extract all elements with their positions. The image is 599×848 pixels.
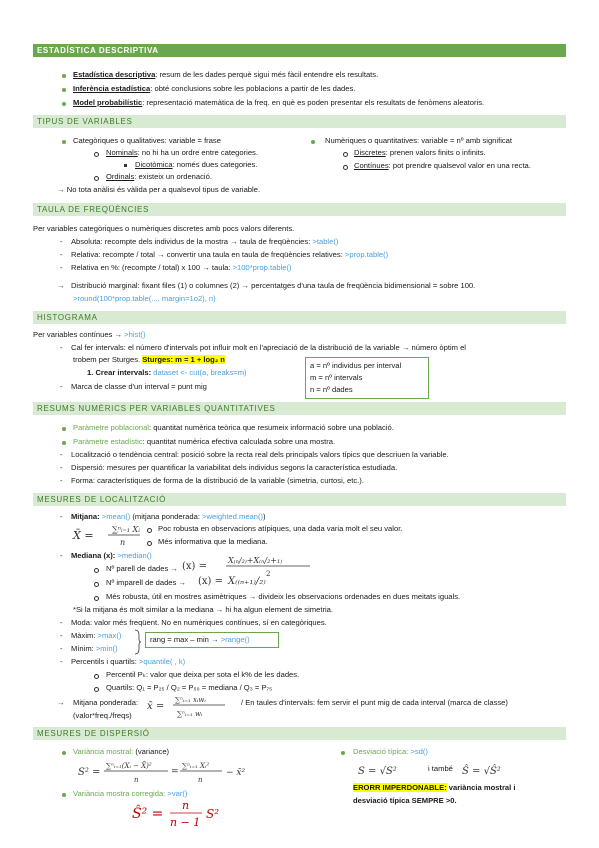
loc-ponderada-note: / En taules d'intervals: fem servir el punt mig de cada interval (marca de classe) — [241, 698, 508, 707]
loc-moda: - Moda: valor més freqüent. No en numèriques contínues, sí en categòriques. — [60, 618, 327, 627]
disp-error-1: ERORR IMPERDONABLE: variància mostral i — [353, 783, 516, 792]
svg-text:n: n — [182, 799, 190, 812]
bullet-icon — [62, 88, 66, 92]
section-header-resums: RESUMS NUMÈRICS PER VARIABLES QUANTITATIVES — [33, 402, 566, 415]
bullet-icon — [341, 751, 345, 755]
section-header-dispersio: MESURES DE DISPERSIÓ — [33, 727, 566, 740]
hist-line-4: - Marca de classe d'un interval = punt mig — [60, 382, 207, 391]
taula-intro: Per variables categòriques o numèriques discretes amb pocs valors diferents. — [33, 224, 295, 233]
resums-p1: Paràmetre poblacional: quantitat numèrica teòrica que resumeix informació sobre una població. — [73, 423, 394, 432]
loc-percentil: Percentil Pₖ: valor que deixa per sota el k% de les dades. — [106, 670, 300, 679]
intro-line-1: Estadística descriptiva: resum de les dades perquè sigui més fàcil entendre els resultats. — [73, 70, 379, 79]
intro-line-3: Model probabilístic: representació matemàtica de la freq. en què es poden presentar els resultats de fenòmens aleatoris. — [73, 98, 485, 107]
brace-icon — [134, 629, 142, 655]
section-header-localitzacio: MESURES DE LOCALITZACIÓ — [33, 493, 566, 506]
weighted-mean-formula — [145, 692, 235, 720]
median-odd-formula — [196, 572, 316, 590]
disp-variancia: Variància mostral: (variance) — [73, 747, 170, 756]
svg-text:(x) =: (x) = — [198, 576, 223, 587]
bullet-icon — [62, 441, 66, 445]
circle-bullet-icon — [147, 528, 152, 533]
circle-bullet-icon — [343, 152, 348, 157]
mean-formula — [70, 519, 142, 549]
svg-text:n: n — [134, 776, 139, 784]
loc-simetria: *Si la mitjana és molt similar a la mediana → hi ha algun element de simetria. — [73, 605, 333, 614]
tipus-ordinals: Ordinals: existeix un ordenació. — [106, 172, 212, 181]
circle-bullet-icon — [94, 674, 99, 679]
tipus-dicotomica: Dicotòmica: només dues categories. — [135, 160, 258, 169]
svg-text:∑ⁿᵢ₌₁(Xᵢ − X̄)²: ∑ⁿᵢ₌₁(Xᵢ − X̄)² — [106, 762, 152, 770]
circle-bullet-icon — [343, 165, 348, 170]
loc-mitjana: - Mitjana: >mean() (mitjana ponderada: >weighted.mean()) — [60, 512, 266, 521]
loc-max: - Màxim: >max() — [60, 631, 122, 640]
resums-l2: - Dispersió: mesures per quantificar la variabilitat dels individus segons la característica estudiada. — [60, 463, 398, 472]
loc-min: - Mínim: >min() — [60, 644, 118, 653]
hist-legend-a: a = nº individus per interval — [310, 361, 402, 370]
disp-itambe: i també — [428, 764, 453, 773]
bullet-icon — [62, 427, 66, 431]
tipus-nominals: Nominals: no hi ha un ordre entre categories. — [106, 148, 258, 157]
svg-text:=: = — [171, 767, 179, 777]
resums-l1: - Localització o tendència central: posició sobre la recta real dels principals valors típics que descriuen la variable. — [60, 450, 449, 459]
loc-mediana-par: Nº parell de dades → — [106, 564, 178, 573]
svg-text:Ŝ² =: Ŝ² = — [132, 806, 164, 822]
disp-error-2: desviació típica SEMPRE >0. — [353, 796, 457, 805]
hist-line-2: trobem per Sturges. Sturges: m = 1 + log₂ n — [73, 355, 225, 364]
svg-text:n − 1: n − 1 — [170, 816, 201, 829]
circle-bullet-icon — [147, 541, 152, 546]
svg-text:(x) =: (x) = — [182, 561, 207, 572]
taula-absoluta: - Absoluta: recompte dels individus de la mostra → taula de freqüències: >table() — [60, 237, 339, 246]
section-header-histograma: HISTOGRAMA — [33, 311, 566, 324]
loc-percentils: - Percentils i quartils: >quantile( , k) — [60, 657, 186, 666]
loc-mediana-imparell: Nº imparell de dades → — [106, 578, 187, 587]
svg-text:n: n — [120, 538, 126, 547]
hist-legend-m: m = nº intervals — [310, 373, 363, 382]
loc-ponderada: → Mitjana ponderada: — [57, 698, 139, 707]
circle-bullet-icon — [94, 152, 99, 157]
loc-mitjana-2: Més informativa que la mediana. — [158, 537, 268, 546]
square-bullet-icon — [124, 164, 127, 167]
tipus-continues: Contínues: pot prendre qualsevol valor en una recta. — [354, 161, 531, 170]
circle-bullet-icon — [94, 687, 99, 692]
svg-text:Ŝ = √Ŝ²: Ŝ = √Ŝ² — [462, 766, 501, 777]
svg-text:∑ⁿᵢ₌₁ Xᵢ: ∑ⁿᵢ₌₁ Xᵢ — [112, 525, 140, 534]
taula-relativa-pct: - Relativa en %: (recompte / total) x 100 → taula: >100*prop.table() — [60, 263, 292, 272]
taula-marginal-code: >round(100*prop.table(..., margin=1o2), n) — [73, 294, 216, 303]
svg-text:∑ⁿᵢ₌₁ xᵢwᵢ: ∑ⁿᵢ₌₁ xᵢwᵢ — [175, 696, 206, 704]
disp-sd: Desviació típica: >sd() — [353, 747, 428, 756]
taula-relativa: - Relativa: recompte / total → convertir una taula en taula de freqüències relatives: >prop.table() — [60, 250, 389, 259]
svg-text:X₍₍ₙ₊₁₎/₂₎: X₍₍ₙ₊₁₎/₂₎ — [228, 576, 266, 587]
intro-line-2: Inferència estadística: obté conclusions sobre les poblacions a partir de les dades. — [73, 84, 356, 93]
bullet-icon — [62, 140, 66, 144]
svg-text:∑ⁿᵢ₌₁ wᵢ: ∑ⁿᵢ₌₁ wᵢ — [177, 710, 203, 718]
loc-quartils: Quartils: Q₁ = P₂₅ / Q₂ = P₅₀ = mediana / Q₃ = P₇₅ — [106, 683, 273, 692]
tipus-numeriques: Numèriques o quantitatives: variable = nº amb significat — [325, 136, 513, 145]
sd-formula-2 — [460, 758, 530, 782]
section-header-estadistica: ESTADÍSTICA DESCRIPTIVA — [33, 44, 566, 57]
svg-text:X₍ₙ/₂₎+X₍ₙ/₂+₁₎: X₍ₙ/₂₎+X₍ₙ/₂+₁₎ — [228, 556, 283, 565]
svg-text:n: n — [198, 776, 203, 784]
variance-formula — [76, 758, 256, 786]
disp-variancia-corregida: Variància mostra corregida: >var() — [73, 789, 188, 798]
circle-bullet-icon — [94, 568, 99, 573]
hist-line-3: 1. Crear intervals: dataset <- cut(a, breaks=m) — [87, 368, 247, 377]
svg-text:− x̄²: − x̄² — [226, 768, 246, 778]
bullet-icon — [311, 140, 315, 144]
taula-marginal: → Distribució marginal: fixant files (1) o columnes (2) → percentatges d'una taula de freqüència bidimensional = sobre 100. — [57, 281, 476, 290]
svg-text:∑ⁿᵢ₌₁ Xᵢ²: ∑ⁿᵢ₌₁ Xᵢ² — [182, 762, 210, 770]
svg-text:S = √S²: S = √S² — [358, 766, 397, 777]
hist-line-1: - Cal fer intervals: el número d'intervals pot influir molt en l'apreciació de la distribució de la variable → número òptim el — [60, 343, 466, 352]
hist-legend-n: n = nº dades — [310, 385, 353, 394]
bullet-icon — [62, 751, 66, 755]
hist-legend-box — [305, 357, 429, 399]
hist-intro: Per variables contínues → >hist() — [33, 330, 146, 339]
section-header-taula: TAULA DE FREQÜÈNCIES — [33, 203, 566, 216]
svg-text:S²: S² — [206, 807, 220, 821]
svg-text:S² =: S² = — [78, 767, 101, 778]
rang-box — [145, 632, 279, 648]
loc-mitjana-1: Poc robusta en observacions atípiques, una dada varia molt el seu valor. — [158, 524, 403, 533]
tipus-note: → No tota anàlisi és vàlida per a qualsevol tipus de variable. — [57, 185, 261, 194]
loc-mediana-robusta: Més robusta, útil en mostres asimètriques → divideix les observacions ordenades en dues meitats iguals. — [106, 592, 461, 601]
circle-bullet-icon — [94, 596, 99, 601]
rang-text: rang = max – min → >range() — [150, 635, 250, 644]
bullet-icon — [62, 102, 66, 106]
circle-bullet-icon — [94, 176, 99, 181]
sd-formula-1 — [356, 758, 426, 782]
resums-p2: Paràmetre estadístic: quantitat numèrica efectiva calculada sobre una mostra. — [73, 437, 336, 446]
svg-text:x̄ =: x̄ = — [147, 701, 165, 712]
svg-text:2: 2 — [266, 570, 271, 578]
corrected-variance-formula — [130, 796, 230, 830]
loc-ponderada-l2: (valor*freq./freqs) — [73, 711, 132, 720]
circle-bullet-icon — [94, 582, 99, 587]
section-header-tipus: TIPUS DE VARIABLES — [33, 115, 566, 128]
bullet-icon — [62, 74, 66, 78]
tipus-discretes: Discretes: prenen valors finits o infinits. — [354, 148, 486, 157]
svg-text:X̄ =: X̄ = — [73, 529, 94, 542]
loc-mediana: - Mediana (x): >median() — [60, 551, 152, 560]
resums-l3: - Forma: característiques de forma de la distribució de la variable (simetria, curtosi, etc.). — [60, 476, 364, 485]
tipus-categoriques: Categòriques o qualitatives: variable = frase — [73, 136, 221, 145]
bullet-icon — [62, 793, 66, 797]
